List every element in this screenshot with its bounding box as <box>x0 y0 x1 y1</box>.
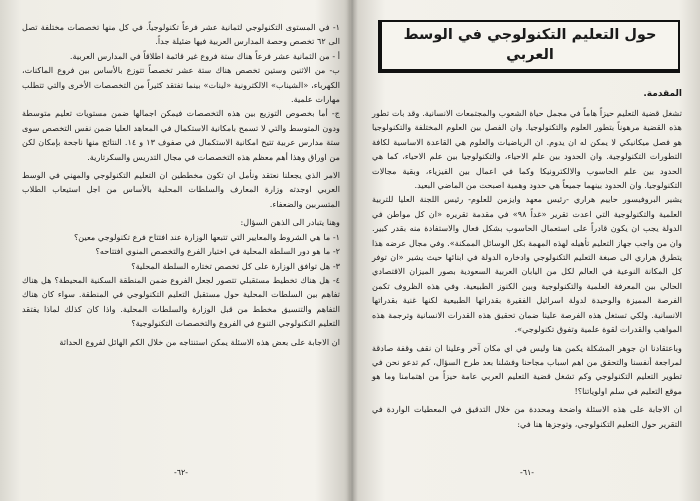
book-spine <box>344 0 358 501</box>
left-question: ٣- هل توافق الوزارة على كل تخصص تختاره السلطة المحلية؟ <box>131 260 340 271</box>
right-paragraph: وباعتقادنا ان جوهر المشكلة يكمن هنا وليس في اي مكان آخر وعلينا ان نقف وقفة صادقة لمراجعة أنفسنا والتحقق من اهم اسباب مجاحنا وفشلنا بعد طرح السؤال، كم تدعو نحن في تطوير التعليم التكنولوجي وكم تشغل قضية التعليم العربي عامة حيزاً من اهتمامنا وما هو موقع التعليم في سلم اولوياتنا؟! <box>372 342 682 396</box>
left-page-number: -٦٢- <box>174 467 188 477</box>
left-paragraph: ١- في المستوى التكنولوجي لثمانية عشر فرعاً تكنولوجياً. في كل منها تخصصات مختلفة تصل الى ٦٢ تخصص وحصة المدارس العربية فيها ضئيلة جداً. <box>22 22 340 47</box>
left-paragraph: ج- أما بخصوص التوزيع بين هذه التخصصات فيمكن اجمالها ضمن مستويات تعليم متوسطة ودون المتوسط والتي لا تسمح بامكانية الاستكمال في المعاهد العليا ضمن نفس التخصص سوى ستة مدارس عربية تتيح امكانية الاستكمال في صفوف ١٣ و ١٤. النتائج منها ناجحة بإمكان لكن من اوراق وهذا أهم معظم هذه التخصصات في مجال التدريس والسكرتارية. <box>22 108 340 162</box>
right-page-number: -٦١- <box>520 467 534 477</box>
left-question: ٢- ما هو دور السلطة المحلية في اختيار الفرع والتخصص المنوي افتتاحه؟ <box>95 246 340 257</box>
section-heading: المقدمة. <box>643 89 682 99</box>
left-question: ١- ما هي الشروط والمعايير التي تتبعها الوزارة عند افتتاح فرع تكنولوجي معين؟ <box>73 231 340 242</box>
left-paragraph: ب- من الاثنين وستين تخصص هناك ستة عشر تخصصاً تتوزع بالأساس بين فروع الماكنات، الكهرباء، «الشيناب» الالكترونية «لينات» بينما تفتقد كثيراً من التخصصات الأخرى والتي تتطلب مهارات علمية. <box>22 65 340 105</box>
left-paragraph: وهنا يتبادر الى الذهن السؤال: <box>240 217 340 228</box>
right-paragraph: تشغل قضية التعليم حيزاً هاماً في مجمل حياة الشعوب والمجتمعات الانسانية. وقد بات تطور هذه القضية مرهوناً بتطور العلوم والتكنولوجيا. وان الفصل بين العلوم المختلفة والتكنولوجيا هو فصل ميكانيكي لا يمكن له ان يدوم. ان الرياضيات والعلوم هي القاعدة الاساسية لكافة التطورات التكنولوجية. وان الحدود بين علم الاحياء، والتكنولوجيا بين علم الاحياء، كما هي الحدود بين علم الحاسوب والالكترونيكا وكما في اعمال بين الفيزياء، وبقية مجالات التكنولوجيا. وان الحدود بينهما جميعاً هي حدود وهمية اصبحت من الماضي البعيد. <box>372 108 682 191</box>
left-paragraph: أ - من الثمانية عشر فرعاً هناك ستة فروع غير قائمة اطلاقاً في المدارس العربية. <box>69 50 340 61</box>
left-question: ٤- هل هناك تخطيط مستقبلي تتصور لجعل الفروع ضمن المنطقة السكنية المحيطة؟ هل هناك تفاهم بين السلطات المحلية حول مستقبل التعليم التكنولوجي في المنطقة. سواء كان هناك التفاهم والتنسيق مخطط من قبل الوزارة والسلطات المحلية. واذا كان كذلك لماذا يفتقد التعليم التكنولوجي التنوع في الفروع والتخصصات التكنولوجية؟ <box>22 274 340 329</box>
left-paragraph: الامر الذي يجعلنا نعتقد ونأمل ان تكون مخططين ان التعليم التكنولوجي والمهني في الوسط العربي اوجدته وزارة المعارف والسلطات المحلية بالأساس من اجل استيعاب الطلاب المتسربين والضعفاء. <box>22 170 340 209</box>
right-paragraph: يشير البروفيسور حاييم هراري -رئيس معهد وايزمن للعلوم- رئيس اللجنة العليا للتربية العلمية والتكنولوجية التي اعدت تقرير «غداً ٩٨» في مقدمة تقريره «ان كل مواطن في الدولة يجب ان يكون قادراً على استعمال الحاسوب بشكل فعال والاستفادة منه بقدر كبير. وان من واجب جهاز التعليم تأهيله لهذه المهمة بكل الوسائل الممكنة». وفي مجال عرضه هذا يتطرق هراري الى صبغة التعليم التكنولوجي وادخاره الدولة في ابنائها حيث يشير «ان توفر كل المكانة النوعية في العالم لكل من اليابان العربية السعودية بصور الميزان الاقتصادي الحالي بين المعرفة العلمية والتكنولوجية وبين الكنوز الطبيعية. وفي هذه الظروف تكمن الفرصة المميزة والوحيدة لدولة اسرائيل الفقيرة بقدراتها الطبيعية لكنها غنية بقدراتها الانسانية. ولكي تستغل هذه الفرصة علينا ضمان تحقيق هذه القدرات الانسانية وترجمة هذه المواهب والقدرات لقوة علمية وتفوق تكنولوجي». <box>372 194 682 335</box>
left-paragraph: ان الاجابة على بعض هذه الاسئلة يمكن استنتاجه من خلال الكم الهائل لفروع الحداثة <box>59 336 340 347</box>
left-page <box>22 20 340 490</box>
right-paragraph: ان الاجابة على هذه الاسئلة واضحة ومحددة من خلال التدقيق في المعطيات الواردة في التقرير حول التعليم التكنولوجي، وتوجزها هنا في: <box>372 404 682 429</box>
chapter-title: حول التعليم التكنولوجي في الوسط العربي <box>378 20 680 73</box>
right-page <box>372 20 682 490</box>
